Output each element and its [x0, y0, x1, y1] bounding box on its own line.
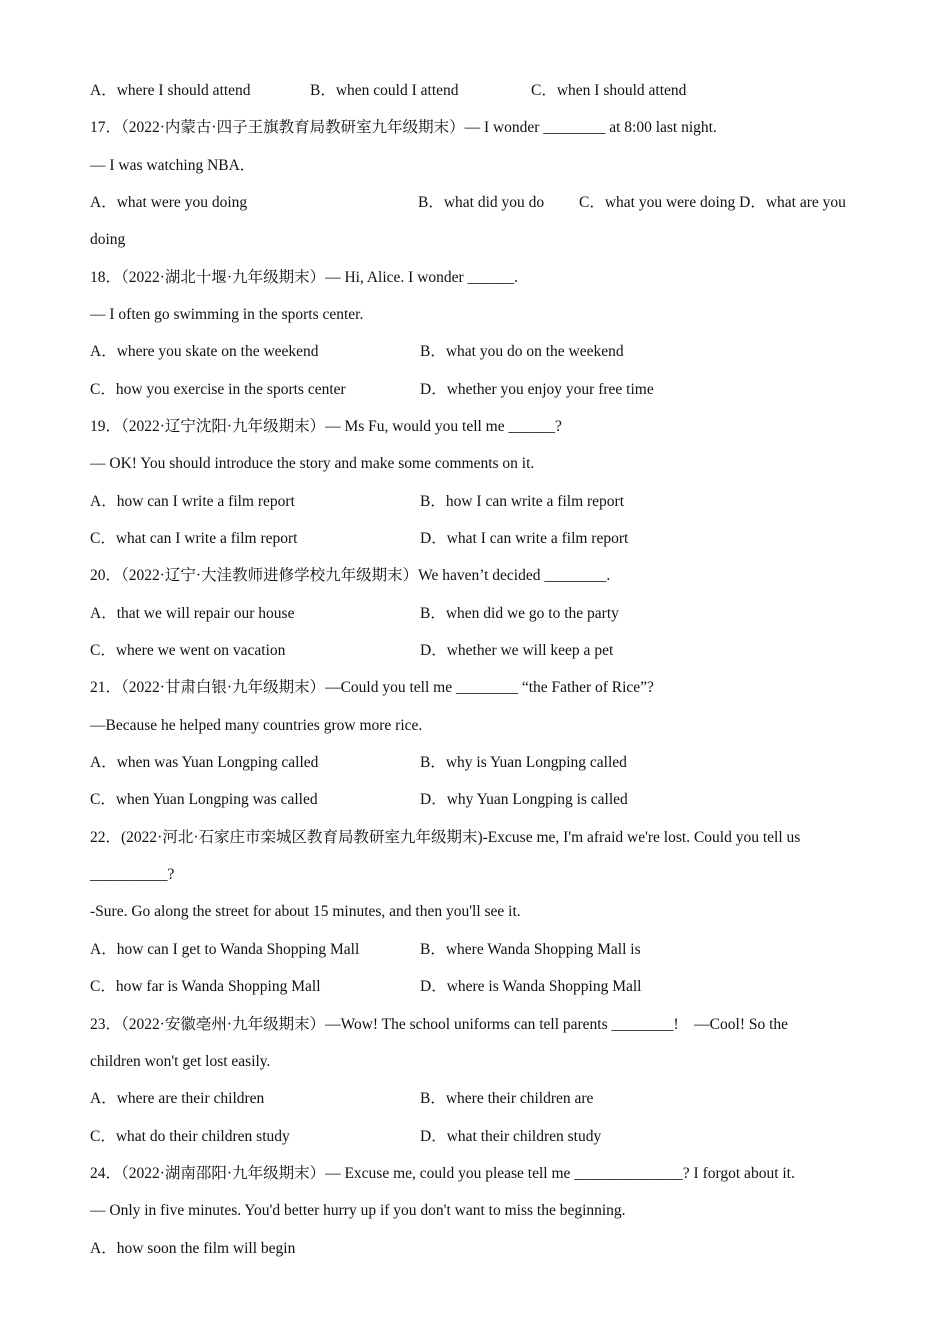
q19-option-b: B．how I can write a film report [420, 493, 625, 510]
q21-option-b: B．why is Yuan Longping called [420, 754, 627, 771]
q17-option-d-continued: doing [90, 231, 126, 248]
q18-stem: 18．（2022·湖北十堰·九年级期末）— Hi, Alice. I wonder ______. [90, 269, 518, 286]
q17-option-c-d: C．what you were doing D．what are you [579, 194, 846, 211]
q22-stem-continued: __________? [90, 866, 175, 883]
q22-answer: -Sure. Go along the street for about 15 minutes, and then you'll see it. [90, 903, 521, 920]
q20-option-c: C．where we went on vacation [90, 642, 286, 659]
q18-option-a: A．where you skate on the weekend [90, 343, 319, 360]
q23-option-c: C．what do their children study [90, 1128, 290, 1145]
q22-stem: 22．(2022·河北·石家庄市栾城区教育局教研室九年级期末)-Excuse me, I'm afraid we're lost. Could you tell us [90, 829, 801, 846]
q21-stem: 21．（2022·甘肃白银·九年级期末）—Could you tell me ________ “the Father of Rice”? [90, 679, 654, 696]
q24-stem: 24．（2022·湖南邵阳·九年级期末）— Excuse me, could you please tell me ______________? I forgot about it. [90, 1165, 795, 1182]
q23-option-d: D．what their children study [420, 1128, 602, 1145]
q17-answer: — I was watching NBA． [90, 157, 256, 174]
q22-option-d: D．where is Wanda Shopping Mall [420, 978, 642, 995]
q23-stem-continued: children won't get lost easily. [90, 1053, 271, 1070]
q24-answer: — Only in five minutes. You'd better hurry up if you don't want to miss the beginning. [90, 1202, 626, 1219]
q20-option-d: D．whether we will keep a pet [420, 642, 614, 659]
q22-option-b: B．where Wanda Shopping Mall is [420, 941, 641, 958]
q19-option-c: C．what can I write a film report [90, 530, 298, 547]
q21-option-c: C．when Yuan Longping was called [90, 791, 318, 808]
q19-answer: — OK! You should introduce the story and make some comments on it. [90, 455, 535, 472]
q19-option-d: D．what I can write a film report [420, 530, 629, 547]
q18-answer: — I often go swimming in the sports center. [90, 306, 364, 323]
q17-option-a: A．what were you doing [90, 194, 248, 211]
q20-stem: 20．（2022·辽宁·大洼教师进修学校九年级期末）We haven’t decided ________. [90, 567, 611, 584]
q17-stem: 17．（2022·内蒙古·四子王旗教育局教研室九年级期末）— I wonder ________ at 8:00 last night. [90, 119, 717, 136]
q16-option-b: B．when could I attend [310, 82, 459, 99]
q24-option-a: A．how soon the film will begin [90, 1240, 296, 1257]
q19-option-a: A．how can I write a film report [90, 493, 295, 510]
q21-option-a: A．when was Yuan Longping called [90, 754, 319, 771]
q18-option-d: D．whether you enjoy your free time [420, 381, 654, 398]
q22-option-c: C．how far is Wanda Shopping Mall [90, 978, 321, 995]
q20-option-a: A．that we will repair our house [90, 605, 295, 622]
q23-option-a: A．where are their children [90, 1090, 265, 1107]
q20-option-b: B．when did we go to the party [420, 605, 619, 622]
q18-option-b: B．what you do on the weekend [420, 343, 624, 360]
q19-stem: 19．（2022·辽宁沈阳·九年级期末）— Ms Fu, would you tell me ______? [90, 418, 562, 435]
q22-option-a: A．how can I get to Wanda Shopping Mall [90, 941, 360, 958]
q16-option-a: A．where I should attend [90, 82, 251, 99]
q16-option-c: C．when I should attend [531, 82, 687, 99]
q21-option-d: D．why Yuan Longping is called [420, 791, 628, 808]
q21-answer: —Because he helped many countries grow more rice. [90, 717, 423, 734]
q18-option-c: C．how you exercise in the sports center [90, 381, 346, 398]
q23-stem: 23．（2022·安徽亳州·九年级期末）—Wow! The school uniforms can tell parents ________! —Cool! So the [90, 1016, 789, 1033]
q17-option-b: B．what did you do [418, 194, 545, 211]
q23-option-b: B．where their children are [420, 1090, 594, 1107]
